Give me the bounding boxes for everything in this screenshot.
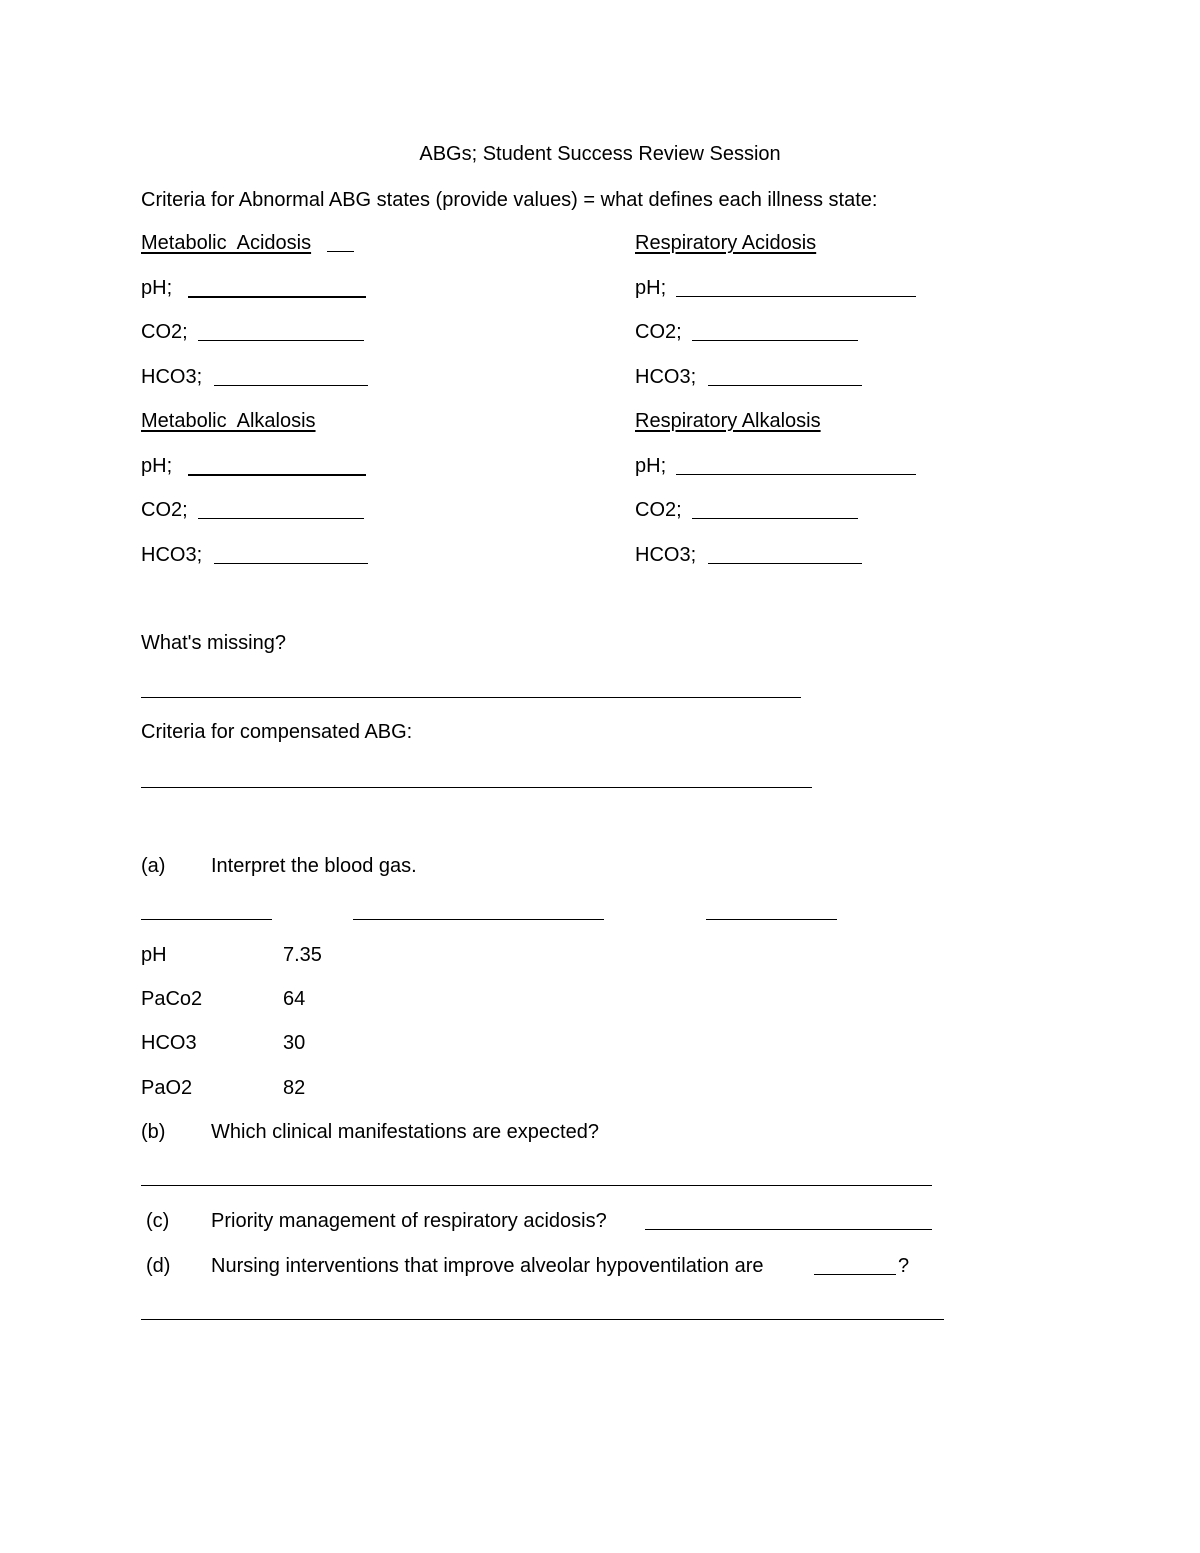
question-c-answer-blank[interactable]	[645, 1229, 932, 1230]
metabolic-alkalosis-co2-blank[interactable]	[198, 518, 364, 519]
metabolic-acidosis-ph-label: pH;	[141, 277, 173, 299]
metabolic-acidosis-ph-blank[interactable]	[188, 296, 366, 298]
question-d-text: Nursing interventions that improve alveolar hypoventilation are	[211, 1255, 764, 1277]
respiratory-acidosis-ph-blank[interactable]	[676, 296, 916, 297]
question-d-inline-blank[interactable]	[814, 1274, 896, 1275]
metabolic-acidosis-hco3-label: HCO3;	[141, 366, 203, 388]
respiratory-acidosis-ph-label: pH;	[635, 277, 667, 299]
compensated-prompt: Criteria for compensated ABG:	[141, 721, 413, 743]
respiratory-alkalosis-hco3-label: HCO3;	[635, 544, 697, 566]
metabolic-acidosis-co2-blank[interactable]	[198, 340, 364, 341]
blood-gas-value: 7.35	[283, 944, 322, 966]
interpretation-blank-1[interactable]	[141, 919, 272, 920]
blood-gas-value: 82	[283, 1077, 306, 1099]
question-a-text: Interpret the blood gas.	[211, 855, 417, 877]
metabolic-acidosis-hco3-blank[interactable]	[214, 385, 368, 386]
respiratory-acidosis-hco3-blank[interactable]	[708, 385, 862, 386]
respiratory-alkalosis-heading: Respiratory Alkalosis	[635, 410, 821, 432]
metabolic-alkalosis-co2-label: CO2;	[141, 499, 188, 521]
respiratory-alkalosis-hco3-blank[interactable]	[708, 563, 862, 564]
respiratory-alkalosis-co2-label: CO2;	[635, 499, 682, 521]
respiratory-acidosis-co2-label: CO2;	[635, 321, 682, 343]
metabolic-alkalosis-hco3-blank[interactable]	[214, 563, 368, 564]
blood-gas-name: PaO2	[141, 1077, 193, 1099]
respiratory-alkalosis-co2-blank[interactable]	[692, 518, 858, 519]
blood-gas-value: 64	[283, 988, 306, 1010]
interpretation-blank-2[interactable]	[353, 919, 604, 920]
metabolic-acidosis-co2-label: CO2;	[141, 321, 188, 343]
respiratory-acidosis-heading: Respiratory Acidosis	[635, 232, 817, 254]
blood-gas-value: 30	[283, 1032, 306, 1054]
criteria-heading: Criteria for Abnormal ABG states (provide values) = what defines each illness state:	[141, 189, 878, 211]
compensated-answer-blank[interactable]	[141, 787, 812, 788]
question-d-answer-blank[interactable]	[141, 1319, 944, 1320]
question-c-text: Priority management of respiratory acidosis?	[211, 1210, 607, 1232]
whats-missing-answer-blank[interactable]	[141, 697, 801, 698]
blood-gas-name: PaCo2	[141, 988, 203, 1010]
page-title: ABGs; Student Success Review Session	[419, 143, 781, 165]
question-d-suffix: ?	[898, 1255, 910, 1277]
respiratory-acidosis-hco3-label: HCO3;	[635, 366, 697, 388]
blood-gas-name: HCO3	[141, 1032, 197, 1054]
metabolic-alkalosis-ph-label: pH;	[141, 455, 173, 477]
metabolic-alkalosis-ph-blank[interactable]	[188, 474, 366, 476]
metabolic-acidosis-heading: Metabolic Acidosis	[141, 232, 312, 254]
respiratory-alkalosis-ph-label: pH;	[635, 455, 667, 477]
question-c-label: (c)	[146, 1210, 170, 1232]
metabolic-alkalosis-heading: Metabolic Alkalosis	[141, 410, 316, 432]
respiratory-alkalosis-ph-blank[interactable]	[676, 474, 916, 475]
question-d-label: (d)	[146, 1255, 171, 1277]
question-b-text: Which clinical manifestations are expected?	[211, 1121, 599, 1143]
interpretation-blank-3[interactable]	[706, 919, 837, 920]
whats-missing-prompt: What's missing?	[141, 632, 286, 654]
respiratory-acidosis-co2-blank[interactable]	[692, 340, 858, 341]
metabolic-alkalosis-hco3-label: HCO3;	[141, 544, 203, 566]
heading-underline-extension	[327, 251, 354, 252]
question-b-label: (b)	[141, 1121, 166, 1143]
question-b-answer-blank[interactable]	[141, 1185, 932, 1186]
question-a-label: (a)	[141, 855, 166, 877]
blood-gas-name: pH	[141, 944, 167, 966]
